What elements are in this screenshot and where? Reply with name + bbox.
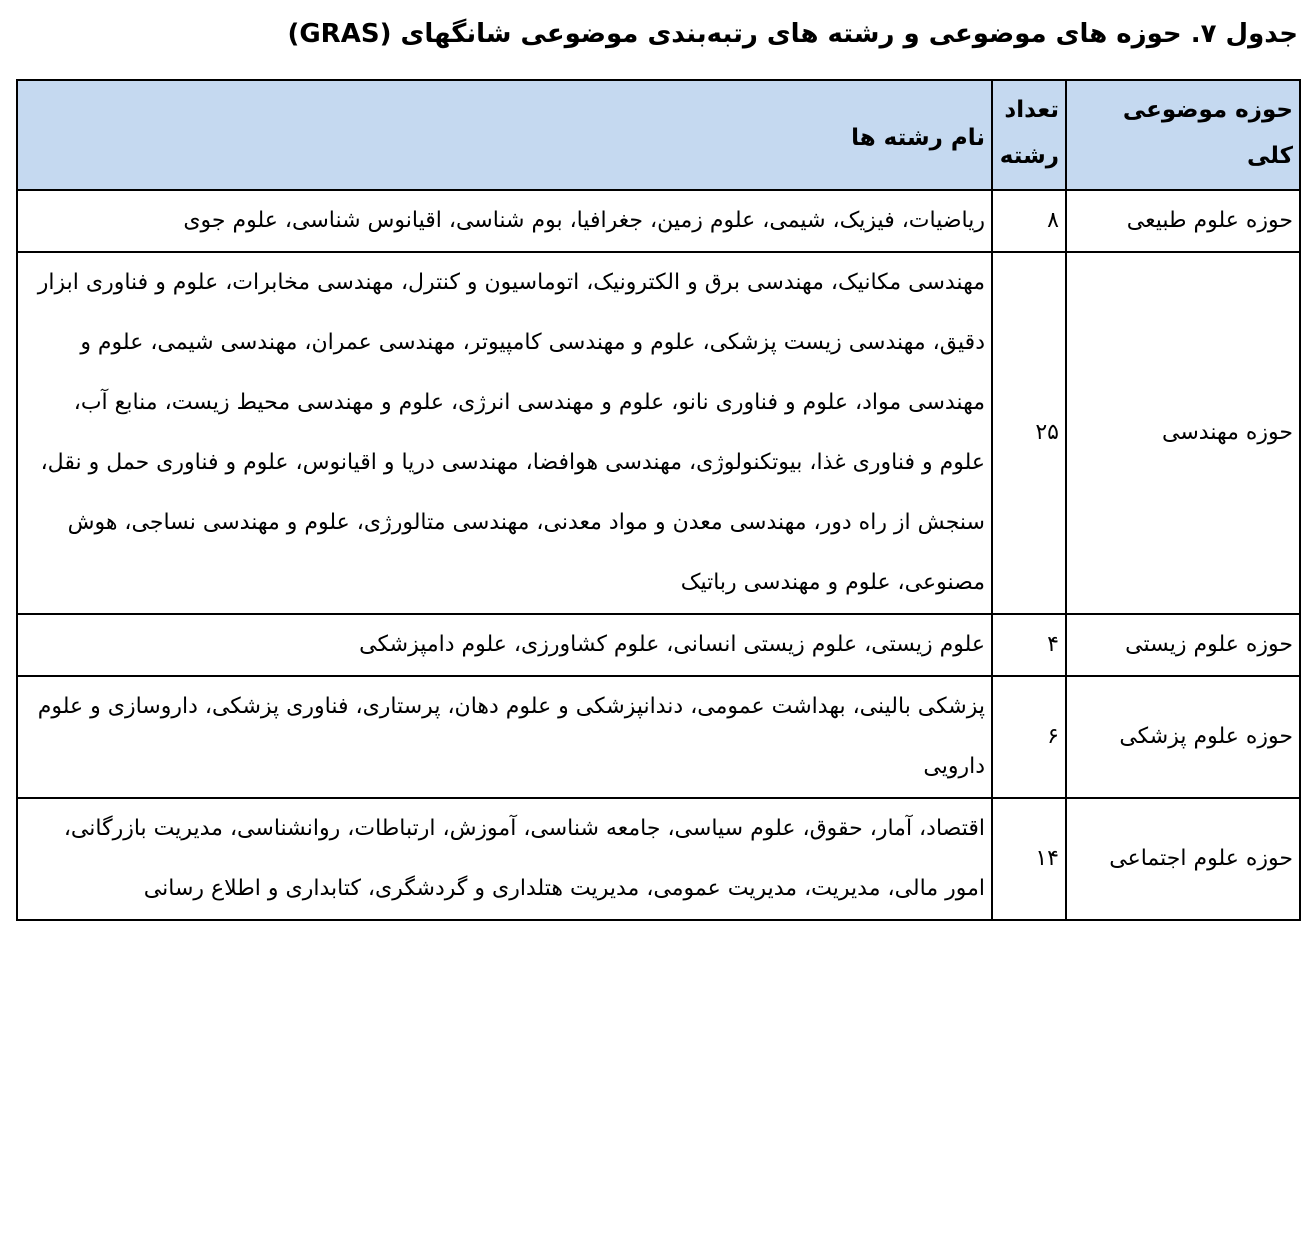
row-field-names: ریاضیات، فیزیک، شیمی، علوم زمین، جغرافیا، بوم شناسی، اقیانوس شناسی، علوم جوی xyxy=(17,190,992,252)
row-count: ۸ xyxy=(992,190,1066,252)
row-domain: حوزه علوم اجتماعی xyxy=(1066,798,1300,920)
header-names: نام رشته ها xyxy=(17,80,992,190)
table-row xyxy=(17,798,1300,920)
table-header-row xyxy=(17,80,1300,190)
row-field-names: علوم زیستی، علوم زیستی انسانی، علوم کشاورزی، علوم دامپزشکی xyxy=(17,614,992,676)
row-field-names: مهندسی مکانیک، مهندسی برق و الکترونیک، اتوماسیون و کنترل، مهندسی مخابرات، علوم و فناوری ابزار دقیق، مهندسی زیست پزشکی، علوم و مهندسی کامپیوتر، مهندسی عمران، مهندسی شیمی، علوم و مهندسی مواد، علوم و فناوری نانو، علوم و مهندسی انرژی، علوم و مهندسی محیط زیست، منابع آب، علوم و فناوری غذا، بیوتکنولوژی، مهندسی هوافضا، مهندسی دریا و اقیانوس، علوم و فناوری حمل و نقل، سنجش از راه دور، مهندسی معدن و مواد معدنی، مهندسی متالورژی، علوم و مهندسی نساجی، هوش مصنوعی، علوم و مهندسی رباتیک xyxy=(17,252,992,614)
gras-subject-table xyxy=(16,79,1301,921)
header-domain: حوزه موضوعی کلی xyxy=(1066,80,1300,190)
row-domain: حوزه علوم طبیعی xyxy=(1066,190,1300,252)
row-domain: حوزه علوم پزشکی xyxy=(1066,676,1300,798)
row-domain: حوزه مهندسی xyxy=(1066,252,1300,614)
table-row xyxy=(17,614,1300,676)
table-row xyxy=(17,676,1300,798)
table-row xyxy=(17,190,1300,252)
table-row xyxy=(17,252,1300,614)
row-count: ۱۴ xyxy=(992,798,1066,920)
header-count: تعداد رشته xyxy=(992,80,1066,190)
row-count: ۲۵ xyxy=(992,252,1066,614)
row-count: ۶ xyxy=(992,676,1066,798)
row-domain: حوزه علوم زیستی xyxy=(1066,614,1300,676)
row-count: ۴ xyxy=(992,614,1066,676)
row-field-names: اقتصاد، آمار، حقوق، علوم سیاسی، جامعه شناسی، آموزش، ارتباطات، روانشناسی، مدیریت بازرگانی، امور مالی، مدیریت، مدیریت عمومی، مدیریت هتلداری و گردشگری، کتابداری و اطلاع رسانی xyxy=(17,798,992,920)
table-caption: جدول ۷. حوزه های موضوعی و رشته های رتبه‌بندی موضوعی شانگهای (GRAS) xyxy=(287,19,1298,49)
row-field-names: پزشکی بالینی، بهداشت عمومی، دندانپزشکی و علوم دهان، پرستاری، فناوری پزشکی، داروسازی و علوم دارویی xyxy=(17,676,992,798)
